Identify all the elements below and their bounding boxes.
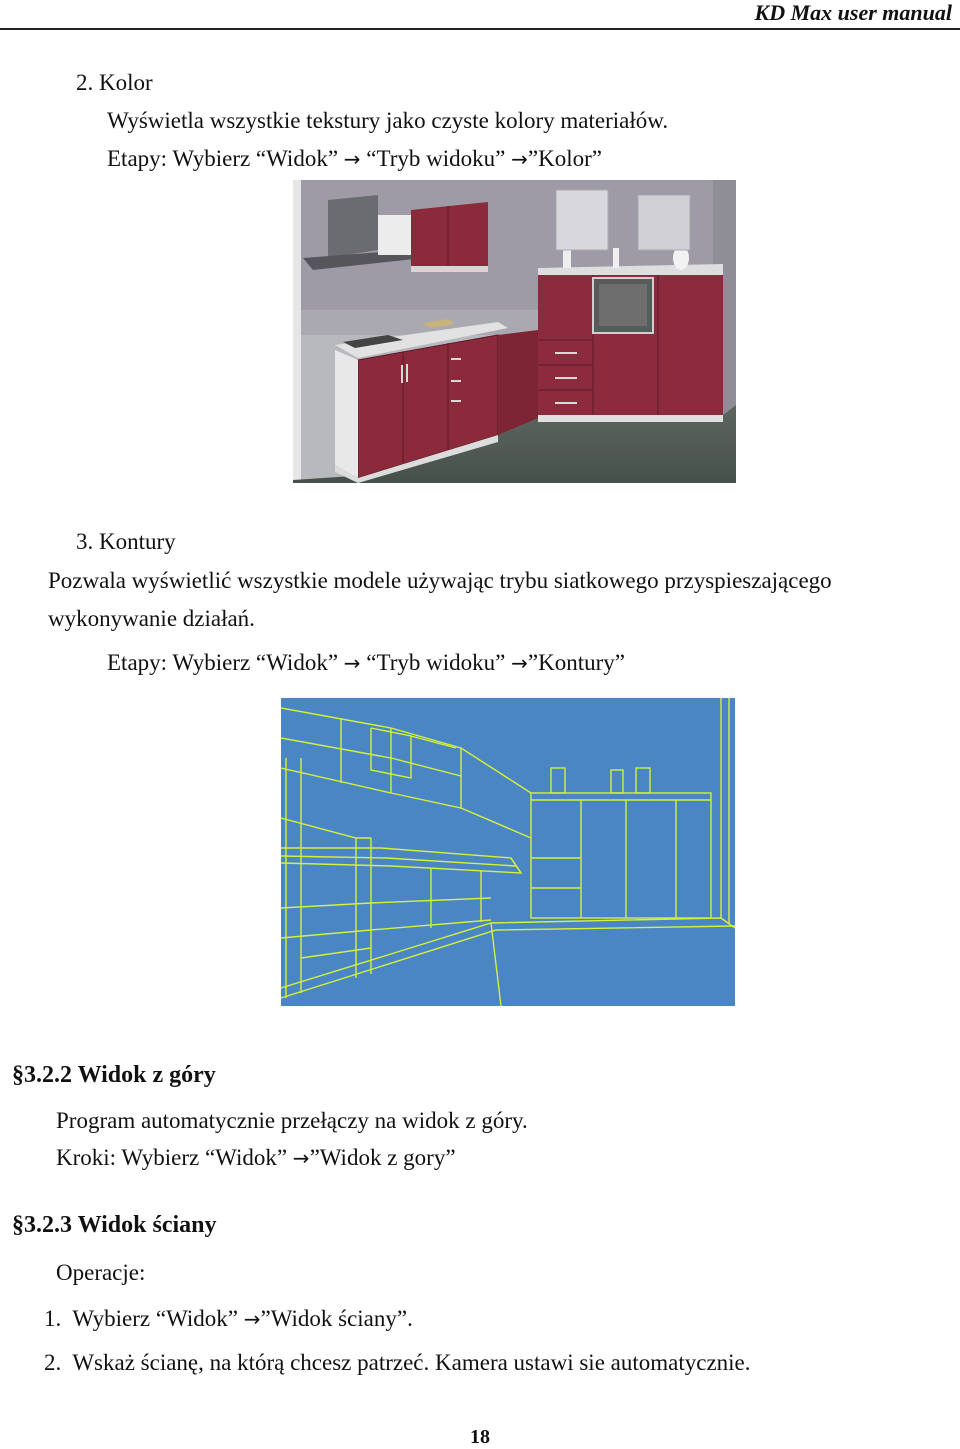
step-text: ”Kontury” xyxy=(527,650,625,675)
section-wall-view-heading: §3.2.3 Widok ściany xyxy=(12,1212,217,1238)
arrow-right-icon: → xyxy=(511,651,528,675)
operation-text: Wskaż ścianę, na którą chcesz patrzeć. Kamera ustawi sie automatycznie. xyxy=(72,1350,751,1375)
step-text: ”Kolor” xyxy=(527,146,602,171)
operation-item-2 xyxy=(44,1350,751,1376)
section-top-view-steps xyxy=(56,1145,456,1171)
step-text: Wybierz “Widok” xyxy=(121,1145,288,1170)
manual-title: KD Max user manual xyxy=(754,0,952,25)
arrow-right-icon: → xyxy=(243,1307,261,1331)
step-text: Wybierz “Widok” xyxy=(172,650,339,675)
page-number: 18 xyxy=(470,1426,490,1448)
steps-label: Kroki: xyxy=(56,1145,117,1170)
section-kolor-title: 2. Kolor xyxy=(76,70,153,95)
step-text: “Tryb widoku” xyxy=(366,146,506,171)
kitchen-color-render-image xyxy=(293,180,736,483)
operation-item-1 xyxy=(44,1306,413,1332)
arrow-right-icon: → xyxy=(343,147,361,171)
operations-label: Operacje: xyxy=(56,1260,146,1285)
section-kontury-title: 3. Kontury xyxy=(76,529,176,554)
operation-text: ”Widok ściany”. xyxy=(260,1306,413,1331)
step-text: “Tryb widoku” xyxy=(366,650,506,675)
section-kolor-steps xyxy=(107,146,602,172)
arrow-right-icon: → xyxy=(292,1146,310,1170)
step-text: ”Widok z gory” xyxy=(309,1145,456,1170)
operation-text: Wybierz “Widok” xyxy=(72,1306,238,1331)
arrow-right-icon: → xyxy=(343,651,361,675)
kitchen-wireframe-render-image xyxy=(281,698,735,1006)
section-kontury-description-line1: Pozwala wyświetlić wszystkie modele używając trybu siatkowego przyspieszającego xyxy=(48,568,832,593)
section-top-view-description: Program automatycznie przełączy na widok z góry. xyxy=(56,1108,528,1133)
header-divider xyxy=(0,28,960,30)
operation-number: 1. xyxy=(44,1306,62,1331)
section-kontury-description-line2: wykonywanie działań. xyxy=(48,606,255,631)
steps-label: Etapy: xyxy=(107,650,168,675)
section-top-view-heading: §3.2.2 Widok z góry xyxy=(12,1062,216,1088)
section-kolor-description: Wyświetla wszystkie tekstury jako czyste kolory materiałów. xyxy=(107,108,669,133)
steps-label: Etapy: xyxy=(107,146,168,171)
section-kontury-steps xyxy=(107,650,625,676)
operation-number: 2. xyxy=(44,1350,62,1375)
arrow-right-icon: → xyxy=(511,147,528,171)
step-text: Wybierz “Widok” xyxy=(172,146,339,171)
